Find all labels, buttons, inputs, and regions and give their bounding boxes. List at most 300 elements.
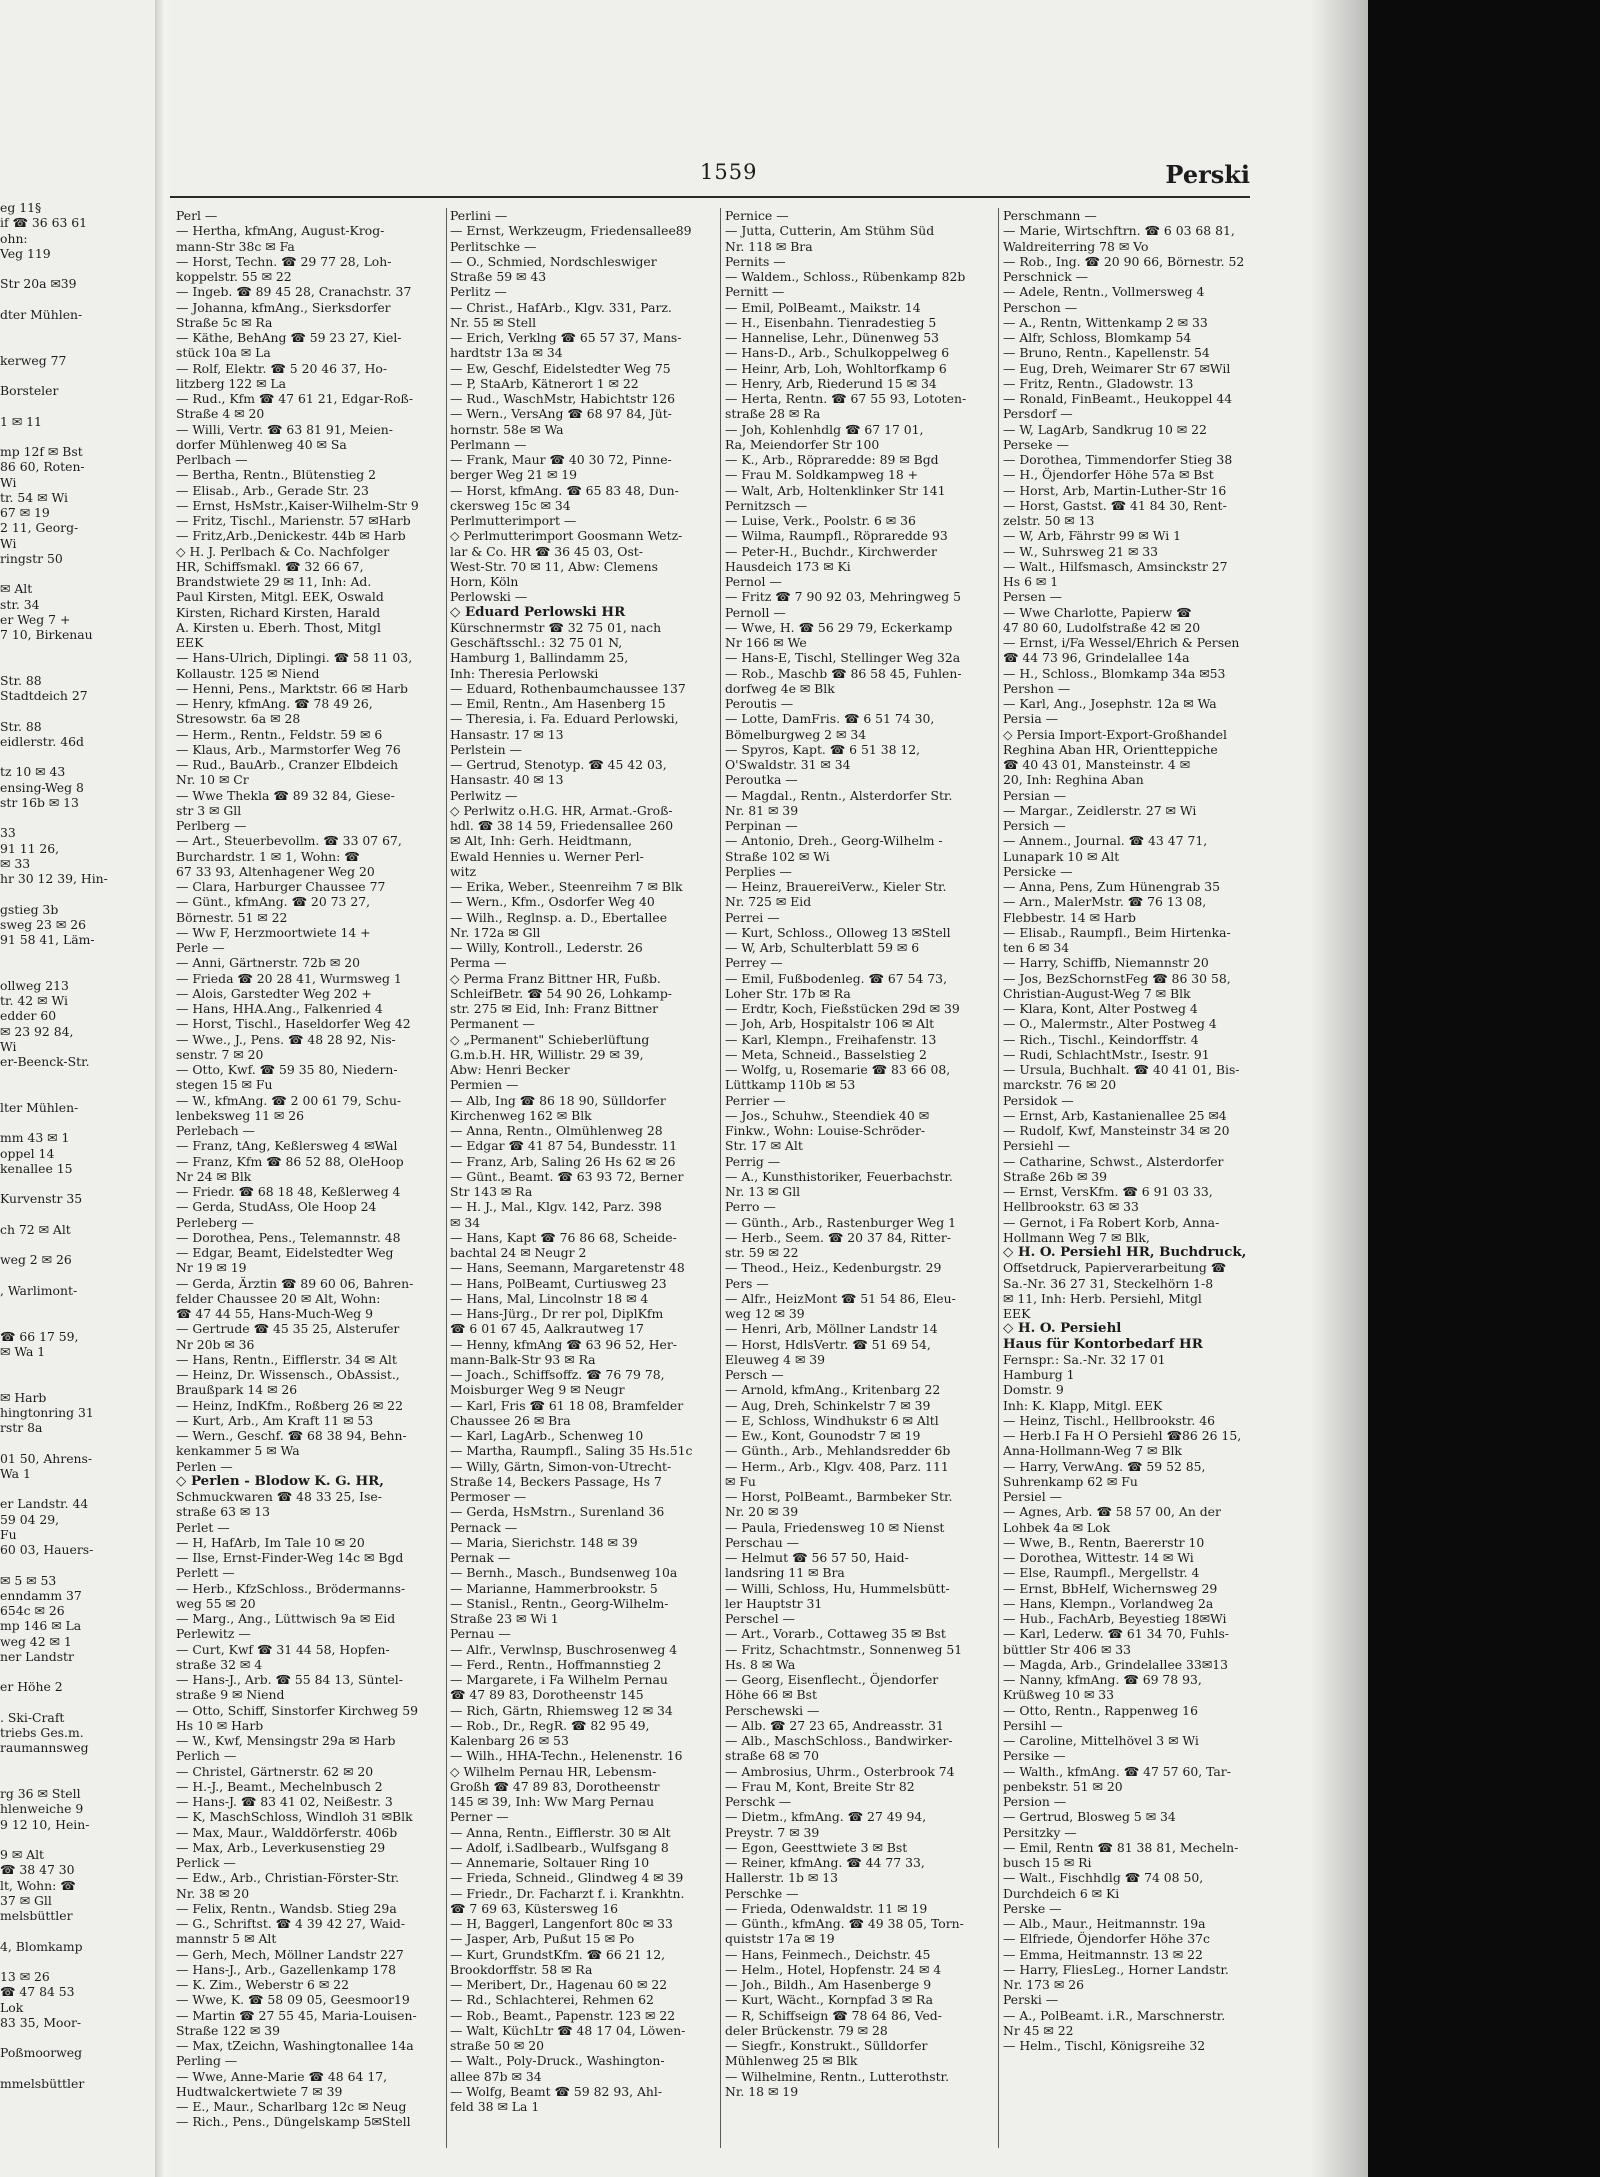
directory-entry: weg 55 ✉ 20 [176, 1595, 256, 1611]
directory-entry: — Karl, LagArb., Schenweg 10 [450, 1428, 644, 1443]
directory-entry: HR, Schiffsmakl. ☎ 32 66 67, [176, 558, 364, 574]
directory-entry: — W., Suhrsweg 21 ✉ 33 [1003, 543, 1159, 559]
directory-entry: — K. Zim., Weberstr 6 ✉ 22 [176, 1977, 349, 1992]
fragment-line [0, 1237, 152, 1252]
fragment-line: 91 11 26, [0, 840, 60, 856]
directory-entry: — Hans-E, Tischl, Stellinger Weg 32a [725, 650, 961, 666]
directory-entry: Nr 19 ✉ 19 [176, 1260, 247, 1276]
directory-entry: penbekstr. 51 ✉ 20 [1003, 1778, 1123, 1794]
fragment-line: mmelsbüttler [0, 2075, 85, 2091]
fragment-line [0, 1115, 152, 1130]
directory-entry: Persihl — [1003, 1717, 1063, 1733]
fragment-line: raumannsweg [0, 1740, 89, 1756]
directory-entry: — Paula, Friedensweg 10 ✉ Nienst [725, 1519, 945, 1535]
fragment-line [0, 1756, 152, 1771]
directory-entry: büttler Str 406 ✉ 33 [1003, 1641, 1132, 1657]
directory-entry: — Ww F, Herzmoortwiete 14 + [176, 924, 371, 940]
directory-entry: — Günth., Arb., Rastenburger Weg 1 [725, 1214, 957, 1230]
directory-entry: Perle — [176, 940, 225, 955]
directory-entry: — Alois, Garstedter Weg 202 + [176, 985, 372, 1001]
directory-entry: Permien — [450, 1077, 519, 1093]
directory-entry: ✉ 11, Inh: Herb. Persiehl, Mitgl [1003, 1290, 1202, 1306]
directory-entry: — Christ., HafArb., Klgv. 331, Parz. [450, 299, 672, 315]
directory-entry: — Catharine, Schwst., Alsterdorfer [1003, 1153, 1224, 1169]
directory-entry: — Max, Maur., Walddörferstr. 406b [176, 1824, 398, 1840]
fragment-line: er Höhe 2 [0, 1679, 63, 1695]
directory-entry: — Rich., Tischl., Keindorffstr. 4 [1003, 1031, 1199, 1047]
fragment-line: , Warlimont- [0, 1282, 78, 1298]
directory-entry: — Ernst, i/Fa Wessel/Ehrich & Persen [1003, 635, 1240, 650]
fragment-line: tz 10 ✉ 43 [0, 764, 66, 780]
directory-entry: — Wwe Thekla ☎ 89 32 84, Giese- [176, 787, 395, 803]
directory-entry: Perschnick — [1003, 269, 1089, 284]
directory-entry: Fernspr.: Sa.-Nr. 32 17 01 [1003, 1351, 1166, 1367]
directory-entry: Nr. 38 ✉ 20 [176, 1885, 250, 1901]
directory-entry: — Karl, Fris ☎ 61 18 08, Bramfelder [450, 1397, 684, 1413]
column-divider [998, 208, 999, 2148]
directory-entry: Persia — [1003, 711, 1059, 727]
fragment-line: tr. 42 ✉ Wi [0, 993, 68, 1008]
directory-entry: — Horst, Techn. ☎ 29 77 28, Loh- [176, 253, 392, 269]
fragment-line: Borsteler [0, 383, 59, 398]
directory-entry: — Rich., Pens., Düngelskamp 5✉Stell [176, 2114, 411, 2130]
directory-entry: Nr. 118 ✉ Bra [725, 238, 813, 254]
directory-entry: — W, LagArb, Sandkrug 10 ✉ 22 [1003, 421, 1207, 437]
header-rule [170, 196, 1250, 198]
directory-entry: — Marianne, Hammerbrookstr. 5 [450, 1580, 658, 1596]
directory-entry: straße 28 ✉ Ra [725, 406, 821, 422]
directory-entry: Haus für Kontorbedarf HR [1003, 1335, 1203, 1352]
directory-entry: — Alfr., HeizMont ☎ 51 54 86, Eleu- [725, 1290, 956, 1306]
directory-entry: Perlitz — [450, 284, 507, 300]
directory-entry: — P, StaArb, Kätnerort 1 ✉ 22 [450, 375, 639, 391]
directory-entry: dorfer Mühlenweg 40 ✉ Sa [176, 436, 347, 452]
directory-entry: — Alfr., Verwlnsp, Buschrosenweg 4 [450, 1641, 678, 1657]
directory-entry: Persen — [1003, 589, 1063, 605]
directory-entry: — E., Maur., Scharlbarg 12c ✉ Neug [176, 2099, 407, 2114]
directory-entry: — Horst, kfmAng. ☎ 65 83 48, Dun- [450, 482, 679, 498]
directory-entry: — Hans, HHA.Ang., Falkenried 4 [176, 1001, 383, 1016]
directory-entry: — Arnold, kfmAng., Kritenbarg 22 [725, 1382, 941, 1398]
directory-entry: Perma — [450, 955, 507, 971]
directory-column-1 [176, 208, 444, 2158]
fragment-line: 37 ✉ Gll [0, 1892, 52, 1908]
fragment-line [0, 1268, 152, 1283]
directory-entry: — W, Arb, Schulterblatt 59 ✉ 6 [725, 940, 920, 955]
directory-entry: — Anna, Pens, Zum Hünengrab 35 [1003, 879, 1221, 894]
directory-entry: — Dorothea, Timmendorfer Stieg 38 [1003, 452, 1233, 467]
directory-entry: — Harry, Schiffb, Niemannstr 20 [1003, 955, 1209, 971]
directory-entry: — Hans-Jürg., Dr rer pol, DiplKfm [450, 1306, 664, 1321]
directory-entry: — Heinz, BrauereiVerw., Kieler Str. [725, 879, 947, 894]
directory-entry: — Clara, Harburger Chaussee 77 [176, 879, 386, 894]
directory-entry: senstr. 7 ✉ 20 [176, 1046, 264, 1062]
directory-entry: Hansastr. 17 ✉ 13 [450, 726, 564, 742]
directory-column-4 [1003, 208, 1265, 2158]
directory-entry: Persicke — [1003, 863, 1073, 879]
fragment-line: str 16b ✉ 13 [0, 794, 79, 810]
directory-entry: — Rob., Ing. ☎ 20 90 66, Börnestr. 52 [1003, 253, 1245, 269]
directory-entry: zelstr. 50 ✉ 13 [1003, 513, 1095, 528]
directory-entry: Perlstein — [450, 741, 522, 757]
directory-entry: — Henny, kfmAng ☎ 63 96 52, Her- [450, 1336, 677, 1352]
directory-entry: mannstr 5 ✉ Alt [176, 1931, 277, 1947]
directory-entry: Perlbach — [176, 452, 248, 467]
fragment-line: ollweg 213 [0, 977, 69, 993]
directory-entry: — Helm., Tischl, Königsreihe 32 [1003, 2038, 1206, 2053]
fragment-line: er-Beenck-Str. [0, 1054, 90, 1069]
directory-entry: — Nanny, kfmAng. ☎ 69 78 93, [1003, 1672, 1202, 1687]
directory-entry: Pernack — [450, 1519, 518, 1535]
directory-entry: SchleifBetr. ☎ 54 90 26, Lohkamp- [450, 985, 672, 1001]
directory-entry: — Ingeb. ☎ 89 45 28, Cranachstr. 37 [176, 284, 412, 300]
page-header [170, 160, 1250, 200]
directory-entry: Persich — [1003, 818, 1066, 833]
directory-entry: Mühlenweg 25 ✉ Blk [725, 2053, 858, 2069]
fragment-line [0, 337, 152, 352]
directory-entry: Christian-August-Weg 7 ✉ Blk [1003, 985, 1191, 1001]
directory-entry: Perner — [450, 1809, 509, 1825]
fragment-line [0, 1176, 152, 1191]
directory-entry: — Ernst, BbHelf, Wichernsweg 29 [1003, 1580, 1218, 1596]
fragment-line: ✉ Alt [0, 581, 33, 597]
directory-entry: 145 ✉ 39, Inh: Ww Marg Pernau [450, 1794, 655, 1809]
directory-entry: Peroutis — [725, 696, 794, 711]
fragment-line [0, 2061, 152, 2076]
fragment-line: if ☎ 36 63 61 [0, 215, 88, 231]
directory-entry: — K., Arb., Röpraredde: 89 ✉ Bgd [725, 452, 939, 467]
directory-entry: — Max, Arb., Leverkusenstieg 29 [176, 1839, 386, 1855]
running-head: Perski [1165, 160, 1250, 189]
directory-entry: ◇ Perma Franz Bittner HR, Fußb. [450, 970, 661, 986]
directory-entry: Hamburg 1 [1003, 1367, 1075, 1382]
directory-entry: — Joh., Bildh., Am Hasenberge 9 [725, 1977, 932, 1992]
directory-entry: — Ew, Geschf, Eidelstedter Weg 75 [450, 360, 671, 376]
directory-entry: 20, Inh: Reghina Aban [1003, 772, 1144, 788]
fragment-line: Fu [0, 1526, 17, 1542]
directory-entry: — R, Schiffseign ☎ 78 64 86, Ved- [725, 2007, 942, 2023]
directory-entry: — Horst, Tischl., Haseldorfer Weg 42 [176, 1016, 411, 1032]
directory-entry: — Hans, PolBeamt, Curtiusweg 23 [450, 1275, 667, 1291]
directory-entry: busch 15 ✉ Ri [1003, 1855, 1092, 1870]
directory-entry: Offsetdruck, Papierverarbeitung ☎ [1003, 1260, 1227, 1276]
fragment-line [0, 1481, 152, 1496]
fragment-line: triebs Ges.m. [0, 1725, 84, 1740]
directory-entry: Straße 5c ✉ Ra [176, 314, 273, 330]
fragment-line: . Ski-Craft [0, 1709, 65, 1725]
directory-entry: ☎ 44 73 96, Grindelallee 14a [1003, 650, 1190, 666]
directory-entry: — Rob., Dr., RegR. ☎ 82 95 49, [450, 1717, 650, 1733]
fragment-line: oppel 14 [0, 1145, 55, 1161]
directory-entry: — Hans, Klempn., Vorlandweg 2a [1003, 1595, 1214, 1611]
fragment-line [0, 810, 152, 825]
directory-entry: Straße 23 ✉ Wi 1 [450, 1611, 559, 1626]
fragment-line: ☎ 66 17 59, [0, 1328, 79, 1344]
directory-entry: — Wwe, B., Rentn, Baererstr 10 [1003, 1534, 1205, 1550]
directory-entry: — Theresia, i. Fa. Eduard Perlowski, [450, 711, 679, 727]
directory-entry: — Rud., Kfm ☎ 47 61 21, Edgar-Roß- [176, 391, 414, 406]
directory-entry: — Adele, Rentn., Vollmersweg 4 [1003, 284, 1205, 300]
directory-entry: Pernak — [450, 1550, 511, 1565]
directory-entry: — Frieda, Schneid., Glindweg 4 ✉ 39 [450, 1870, 684, 1886]
directory-entry: ten 6 ✉ 34 [1003, 940, 1070, 955]
directory-entry: Hs. 8 ✉ Wa [725, 1656, 796, 1672]
directory-entry: 47 80 60, Ludolfstraße 42 ✉ 20 [1003, 619, 1201, 635]
directory-entry: Pershon — [1003, 680, 1071, 696]
column-divider [720, 208, 721, 2148]
directory-entry: marckstr. 76 ✉ 20 [1003, 1077, 1117, 1093]
fragment-line: Wi [0, 474, 17, 490]
directory-entry: — Hans-Ulrich, Diplingi. ☎ 58 11 03, [176, 650, 413, 666]
directory-entry: — Rich, Gärtn, Rhiemsweg 12 ✉ 34 [450, 1702, 673, 1718]
directory-entry: ◇ Perlwitz o.H.G. HR, Armat.-Groß- [450, 802, 673, 818]
directory-entry: Lunapark 10 ✉ Alt [1003, 848, 1120, 864]
directory-entry: — Joh, Arb, Hospitalstr 106 ✉ Alt [725, 1016, 935, 1032]
directory-entry: Straße 4 ✉ 20 [176, 406, 265, 422]
directory-entry: — Kurt, Schloss., Olloweg 13 ✉Stell [725, 924, 951, 940]
fragment-line: Str. 88 [0, 718, 42, 734]
fragment-line: ohn: [0, 230, 28, 246]
directory-entry: Perlen — [176, 1458, 233, 1474]
directory-entry: — H., Eisenbahn. Tienradestieg 5 [725, 314, 937, 330]
directory-entry: str. 275 ✉ Eid, Inh: Franz Bittner [450, 1001, 659, 1016]
directory-entry: — Georg, Eisenflecht., Öjendorfer [725, 1672, 939, 1687]
fragment-line: mp 12f ✉ Bst [0, 444, 83, 459]
directory-entry: Perlich — [176, 1748, 237, 1764]
directory-entry: landsring 11 ✉ Bra [725, 1565, 845, 1581]
fragment-line: tr. 54 ✉ Wi [0, 489, 68, 505]
directory-entry: Perlwitz — [450, 787, 518, 803]
directory-entry: Perpinan — [725, 818, 798, 833]
directory-entry: — Gerh, Mech, Möllner Landstr 227 [176, 1946, 404, 1962]
directory-entry: — Ursula, Buchhalt. ☎ 40 41 01, Bis- [1003, 1062, 1240, 1077]
directory-entry: Pernoll — [725, 604, 786, 620]
directory-entry: — Herb.I Fa H O Persiehl ☎86 26 15, [1003, 1428, 1242, 1443]
directory-entry: — Fritz ☎ 7 90 92 03, Mehringweg 5 [725, 589, 961, 605]
fragment-line [0, 1435, 152, 1450]
directory-entry: — Art., Vorarb., Cottaweg 35 ✉ Bst [725, 1626, 946, 1642]
directory-entry: — Rd., Schlachterei, Rehmen 62 [450, 1992, 654, 2008]
fragment-line: rstr 8a [0, 1420, 43, 1435]
directory-entry: Nr 20b ✉ 36 [176, 1336, 255, 1352]
directory-entry: — Hans-J., Arb., Gazellenkamp 178 [176, 1961, 397, 1977]
directory-entry: — Ernst, HsMstr.,Kaiser-Wilhelm-Str 9 [176, 497, 419, 513]
directory-entry: — Herta, Rentn. ☎ 67 55 93, Lototen- [725, 391, 967, 406]
directory-entry: Straße 102 ✉ Wi [725, 848, 830, 864]
fragment-line: edder 60 [0, 1008, 57, 1024]
fragment-line: 1 ✉ 11 [0, 413, 42, 429]
directory-entry: — Egon, Geesttwiete 3 ✉ Bst [725, 1839, 908, 1855]
directory-entry: Permoser — [450, 1489, 527, 1504]
directory-entry: Perleberg — [176, 1214, 254, 1230]
directory-entry: — Christel, Gärtnerstr. 62 ✉ 20 [176, 1763, 374, 1779]
directory-entry: — Gerda, StudAss, Ole Hoop 24 [176, 1199, 377, 1215]
directory-entry: Perrier — [725, 1092, 786, 1108]
directory-entry: Hudtwalckertwiete 7 ✉ 39 [176, 2083, 343, 2099]
directory-entry: — Dietm., kfmAng. ☎ 27 49 94, [725, 1809, 927, 1825]
directory-entry: — Lotte, DamFris. ☎ 6 51 74 30, [725, 711, 935, 727]
directory-entry: — Günth., Arb., Mehlandsredder 6b [725, 1443, 951, 1459]
directory-entry: — Günt., kfmAng. ☎ 20 73 27, [176, 894, 371, 910]
directory-entry: Kirsten, Richard Kirsten, Harald [176, 604, 381, 620]
directory-entry: — Wern., VersAng ☎ 68 97 84, Jüt- [450, 406, 672, 422]
directory-entry: felder Chaussee 20 ✉ Alt, Wohn: [176, 1290, 381, 1306]
directory-entry: — Rudi, SchlachtMstr., Isestr. 91 [1003, 1046, 1210, 1062]
fragment-line [0, 368, 152, 383]
directory-entry: Lüttkamp 110b ✉ 53 [725, 1077, 856, 1093]
directory-entry: Perrei — [725, 909, 780, 925]
directory-entry: — Joh, Kohlenhdlg ☎ 67 17 01, [725, 421, 924, 437]
directory-entry: — Alb. ☎ 27 23 65, Andreasstr. 31 [725, 1717, 944, 1733]
directory-entry: Hallerstr. 1b ✉ 13 [725, 1870, 838, 1886]
directory-entry: — Wolfg, u, Rosemarie ☎ 83 66 08, [725, 1062, 951, 1077]
directory-entry: — Gertrud, Stenotyp. ☎ 45 42 03, [450, 757, 667, 772]
directory-entry: — H.-J., Beamt., Mechelnbusch 2 [176, 1778, 383, 1794]
directory-entry: — Frank, Maur ☎ 40 30 72, Pinne- [450, 452, 672, 467]
directory-entry: — Käthe, BehAng ☎ 59 23 27, Kiel- [176, 330, 402, 345]
directory-entry: — Fritz, Tischl., Marienstr. 57 ✉Harb [176, 513, 411, 528]
directory-entry: mann-Str 38c ✉ Fa [176, 238, 295, 254]
directory-entry: — Willy, Gärtn, Simon-von-Utrecht- [450, 1458, 672, 1474]
fragment-line: hr 30 12 39, Hin- [0, 871, 108, 886]
directory-entry: Moisburger Weg 9 ✉ Neugr [450, 1382, 625, 1398]
directory-entry: — Ronald, FinBeamt., Heukoppel 44 [1003, 391, 1233, 406]
directory-entry: — Otto, Schiff, Sinstorfer Kirchweg 59 [176, 1702, 418, 1718]
directory-entry: — Heinz, Dr. Wissensch., ObAssist., [176, 1367, 400, 1382]
directory-entry: — H, HafArb, Im Tale 10 ✉ 20 [176, 1534, 365, 1550]
directory-entry: — Horst, Arb, Martin-Luther-Str 16 [1003, 482, 1227, 498]
directory-entry: lar & Co. HR ☎ 36 45 03, Ost- [450, 543, 643, 559]
directory-entry: — Alb., Maur., Heitmannstr. 19a [1003, 1916, 1206, 1931]
directory-entry: straße 9 ✉ Niend [176, 1687, 285, 1703]
directory-entry: — Caroline, Mittelhövel 3 ✉ Wi [1003, 1733, 1199, 1748]
directory-entry: — Frau M. Soldkampweg 18 + [725, 467, 919, 483]
directory-entry: straße 50 ✉ 20 [450, 2038, 544, 2053]
directory-entry: — Else, Raumpfl., Mergellstr. 4 [1003, 1565, 1200, 1581]
fragment-line [0, 642, 152, 657]
directory-entry: — Elfriede, Öjendorfer Höhe 37c [1003, 1931, 1210, 1947]
fragment-line: Kurvenstr 35 [0, 1191, 83, 1207]
directory-entry: Hellbrookstr. 63 ✉ 33 [1003, 1199, 1139, 1215]
directory-entry: Nr. 10 ✉ Cr [176, 772, 249, 788]
directory-entry: str 3 ✉ Gll [176, 802, 242, 818]
directory-entry: Sa.-Nr. 36 27 31, Steckelhörn 1-8 [1003, 1275, 1214, 1291]
fragment-line: melsbüttler [0, 1908, 73, 1923]
directory-entry: — Magda, Arb., Grindelallee 33✉13 [1003, 1656, 1228, 1672]
directory-entry: — Herb., KfzSchloss., Brödermanns- [176, 1580, 406, 1596]
directory-entry: Perlitschke — [450, 238, 537, 254]
page-edge-shadow [1310, 0, 1368, 2177]
directory-entry: — Antonio, Dreh., Georg-Wilhelm - [725, 833, 943, 849]
directory-entry: — Martin ☎ 27 55 45, Maria-Louisen- [176, 2007, 417, 2023]
directory-entry: Durchdeich 6 ✉ Ki [1003, 1885, 1120, 1901]
directory-entry: — Art., Steuerbevollm. ☎ 33 07 67, [176, 833, 402, 849]
directory-entry: — Klara, Kont, Alter Postweg 4 [1003, 1001, 1198, 1016]
directory-entry: — Hans, Rentn., Eifflerstr. 34 ✉ Alt [176, 1351, 397, 1367]
fragment-line: lter Mühlen- [0, 1099, 79, 1115]
directory-entry: ◇ H. O. Persiehl [1003, 1320, 1122, 1337]
directory-entry: Suhrenkamp 62 ✉ Fu [1003, 1473, 1138, 1489]
fragment-line: 91 58 41, Läm- [0, 932, 95, 947]
directory-entry: Ewald Hennies u. Werner Perl- [450, 848, 644, 864]
fragment-line: Poßmoorweg [0, 2045, 83, 2061]
directory-entry: ☎ 6 01 67 45, Aalkrautweg 17 [450, 1321, 644, 1337]
fragment-line: 4, Blomkamp [0, 1938, 83, 1954]
directory-entry: — Karl, Klempn., Freihafenstr. 13 [725, 1031, 937, 1047]
directory-entry: Hausdeich 173 ✉ Ki [725, 558, 851, 574]
fragment-line [0, 1374, 152, 1389]
fragment-line: eidlerstr. 46d [0, 733, 84, 749]
directory-entry: ◇ Perlmutterimport Goosmann Wetz- [450, 528, 683, 544]
directory-entry: — Helm., Hotel, Hopfenstr. 24 ✉ 4 [725, 1961, 942, 1977]
directory-entry: — Walth., kfmAng. ☎ 47 57 60, Tar- [1003, 1763, 1231, 1779]
directory-entry: — A., Kunsthistoriker, Feuerbachstr. [725, 1168, 953, 1184]
directory-entry: — Maria, Sierichstr. 148 ✉ 39 [450, 1534, 638, 1550]
fragment-line [0, 947, 152, 962]
directory-entry: — Ilse, Ernst-Finder-Weg 14c ✉ Bgd [176, 1550, 404, 1565]
directory-entry: — Rud., BauArb., Cranzer Elbdeich [176, 757, 399, 772]
directory-entry: — Anna, Rentn., Eifflerstr. 30 ✉ Alt [450, 1824, 671, 1840]
directory-entry: Geschäftsschl.: 32 75 01 N, [450, 635, 623, 650]
directory-entry: bachtal 24 ✉ Neugr 2 [450, 1245, 587, 1260]
directory-entry: — Wwe, Anne-Marie ☎ 48 64 17, [176, 2068, 388, 2084]
directory-entry: — Alb., MaschSchloss., Bandwirker- [725, 1733, 953, 1748]
directory-entry: Hs 6 ✉ 1 [1003, 574, 1059, 589]
directory-entry: — Eduard, Rothenbaumchaussee 137 [450, 680, 686, 696]
directory-entry: Burchardstr. 1 ✉ 1, Wohn: ☎ [176, 848, 360, 864]
directory-entry: ckersweg 15c ✉ 34 [450, 497, 571, 513]
directory-entry: Persiehl — [1003, 1138, 1070, 1154]
directory-entry: — Agnes, Arb. ☎ 58 57 00, An der [1003, 1504, 1221, 1520]
directory-entry: EEK [1003, 1306, 1031, 1321]
directory-entry: — Alfr, Schloss, Blomkamp 54 [1003, 330, 1192, 345]
directory-entry: — Helmut ☎ 56 57 50, Haid- [725, 1550, 909, 1565]
fragment-line: ✉ Harb [0, 1389, 47, 1405]
fragment-line: 654c ✉ 26 [0, 1603, 65, 1618]
directory-entry: ◇ H. J. Perlbach & Co. Nachfolger [176, 543, 390, 559]
fragment-line [0, 1298, 152, 1313]
directory-entry: — Waldem., Schloss., Rübenkamp 82b [725, 269, 966, 284]
directory-entry: — Kurt, Wächt., Kornpfad 3 ✉ Ra [725, 1992, 934, 2008]
directory-entry: hornstr. 58e ✉ Wa [450, 421, 564, 437]
directory-entry: — Emil, PolBeamt., Maikstr. 14 [725, 299, 921, 315]
directory-entry: — Bruno, Rentn., Kapellenstr. 54 [1003, 345, 1210, 361]
directory-entry: stück 10a ✉ La [176, 345, 271, 361]
directory-entry: O'Swaldstr. 31 ✉ 34 [725, 757, 851, 772]
directory-entry: Bömelburgweg 2 ✉ 34 [725, 726, 867, 742]
directory-entry: — Siegfr., Konstrukt., Sülldorfer [725, 2038, 928, 2053]
directory-entry: — Ernst, Werkzeugm, Friedensallee89 [450, 223, 692, 239]
directory-entry: Inh: K. Klapp, Mitgl. EEK [1003, 1397, 1163, 1413]
fragment-line: kenallee 15 [0, 1160, 73, 1176]
directory-entry: stegen 15 ✉ Fu [176, 1077, 273, 1093]
directory-entry: — Henri, Arb, Möllner Landstr 14 [725, 1321, 938, 1337]
directory-entry: — Edgar, Beamt, Eidelstedter Weg [176, 1245, 394, 1260]
directory-entry: — Ernst, VersKfm. ☎ 6 91 03 33, [1003, 1184, 1213, 1199]
directory-entry: Ra, Meiendorfer Str 100 [725, 436, 880, 452]
directory-entry: Kirchenweg 162 ✉ Blk [450, 1107, 592, 1123]
directory-entry: — Emil, Rentn., Am Hasenberg 15 [450, 696, 666, 711]
directory-entry: Nr 166 ✉ We [725, 635, 807, 650]
directory-entry: — Horst, PolBeamt., Barmbeker Str. [725, 1489, 953, 1504]
directory-entry: ✉ Alt, Inh: Gerh. Heidtmann, [450, 833, 633, 849]
directory-entry: — Max, tZeichn, Washingtonallee 14a [176, 2038, 414, 2053]
directory-entry: Eleuweg 4 ✉ 39 [725, 1351, 826, 1367]
directory-entry: — Marie, Wirtschftrn. ☎ 6 03 68 81, [1003, 223, 1235, 239]
directory-entry: Pernau — [450, 1626, 511, 1642]
directory-entry: Horn, Köln [450, 574, 519, 589]
fragment-line: ✉ 23 92 84, [0, 1023, 74, 1039]
